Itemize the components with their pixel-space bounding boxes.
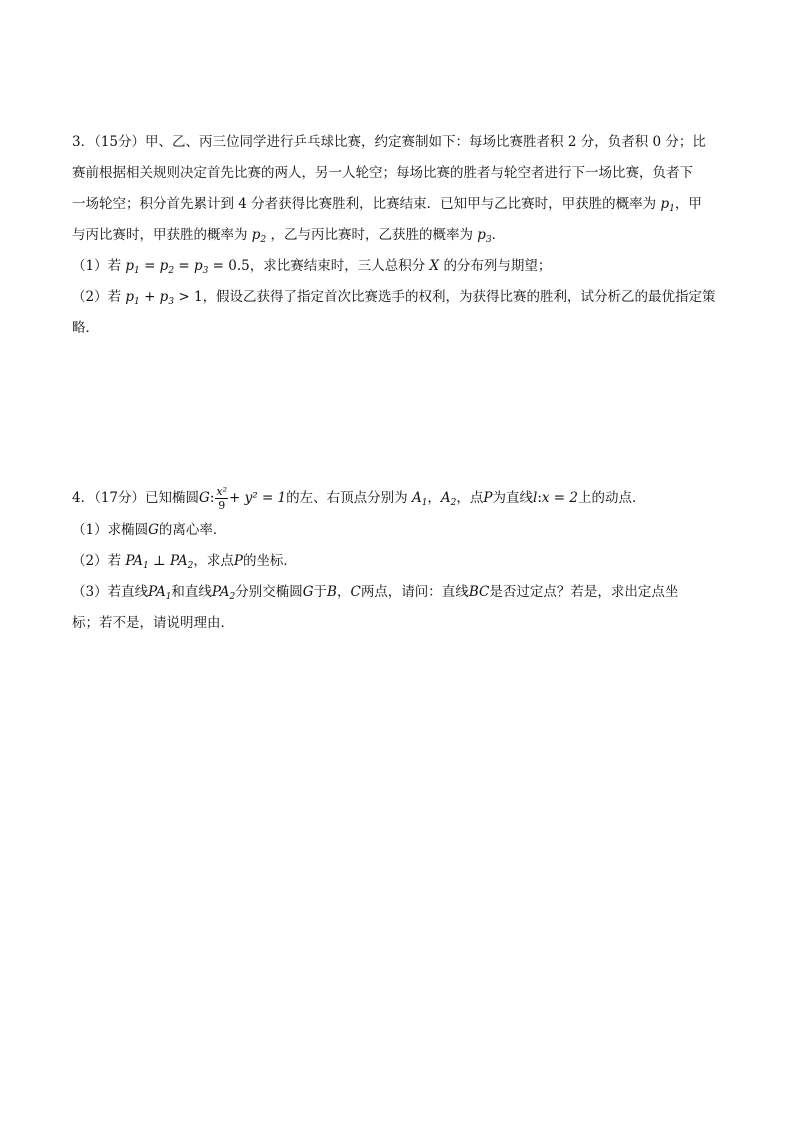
var-x: X bbox=[429, 258, 440, 274]
p4-q3-text-b: 和直线 bbox=[171, 584, 212, 600]
q1-text: ，求比赛结束时，三人总积分 bbox=[249, 258, 426, 274]
p4-q3-text-d: 于 bbox=[313, 584, 328, 600]
p4-q2-label: （2）若 bbox=[72, 553, 122, 569]
problem-3-text-4a: 与丙比赛时，甲获胜的概率为 bbox=[72, 227, 248, 243]
problem-4-question-1 bbox=[72, 515, 728, 546]
problem-3-text-1: 甲、乙、丙三位同学进行乒乓球比赛，约定赛制如下：每场比赛胜者积 2 分，负者积 0 分；比 bbox=[145, 134, 706, 150]
problem-3-line-2: 赛前根据相关规则决定首先比赛的两人，另一人轮空；每场比赛的胜者与轮空者进行下一场比赛，负者下 bbox=[72, 165, 693, 181]
problem-3-line-3 bbox=[72, 189, 728, 220]
p4-q3-c: C bbox=[350, 584, 361, 600]
p4-q1-tail: 的离心率． bbox=[158, 522, 227, 538]
var-p2: $p_2$ bbox=[251, 227, 267, 245]
q2-text: ，假设乙获得了指定首次比赛选手的权利，为获得比赛的胜利，试分析乙的最优指定策 bbox=[202, 289, 716, 305]
problem-4-intro-d: 为直线 bbox=[492, 490, 533, 506]
q2-label: （2）若 bbox=[72, 289, 122, 305]
q1-label: （1）若 bbox=[72, 258, 122, 274]
problem-3-question-2-tail: 略． bbox=[72, 320, 99, 336]
ellipse-fraction: $\frac{\text{x²}}{9}$ bbox=[216, 485, 228, 512]
problem-3-text-3b: ，甲 bbox=[674, 196, 702, 212]
p4-q3-pa2: $PA_2$ bbox=[211, 584, 236, 602]
problem-3-question-1 bbox=[72, 251, 728, 282]
p4-q3-pa1: $PA_1$ bbox=[148, 584, 172, 602]
p4-q3-b: B bbox=[327, 584, 337, 600]
ellipse-name: G bbox=[199, 490, 210, 506]
line-l: l bbox=[533, 490, 538, 506]
q1-condition: $p_1 = p_2 = p_3 = 0.5$ bbox=[125, 258, 250, 276]
var-a2: $A_2$ bbox=[440, 490, 457, 508]
problem-4-line-1: 4．（17分）已知椭圆G: $\frac{\text{x²}}{9}$ + y² = 1的左、右顶点分别为 $A_1$，$A_2$，点P为直线l:x = 2上的动点． bbox=[72, 485, 646, 512]
var-p3: $p_3$ bbox=[477, 227, 492, 245]
var-p1: $p_1$ bbox=[660, 196, 675, 214]
q2-condition: $p_1 + p_3 > 1$ bbox=[125, 289, 203, 307]
problem-4-intro-b: 的左、右顶点分别为 bbox=[286, 490, 408, 506]
ellipse-equation-tail: + y² = 1 bbox=[229, 490, 287, 506]
p4-q1-g: G bbox=[148, 522, 159, 538]
problem-3 bbox=[72, 127, 728, 344]
problem-3-line-4 bbox=[72, 220, 728, 251]
problem-3-text-3a: 一场轮空；积分首先累计到 4 分者获得比赛胜利，比赛结束．已知甲与乙比赛时，甲获胜的概率为 bbox=[72, 196, 657, 212]
problem-4-question-3 bbox=[72, 577, 728, 608]
point-p: P bbox=[483, 490, 493, 506]
p4-q1-label: （1）求椭圆 bbox=[72, 522, 149, 538]
problem-3-question-2 bbox=[72, 282, 728, 313]
p4-q3-text-h: 两点，请问：直线 bbox=[360, 584, 469, 600]
problem-4-question-2 bbox=[72, 546, 728, 577]
p4-q2-condition: $PA_1$ ⊥ $PA_2$ bbox=[125, 553, 194, 571]
p4-q3-comma: ， bbox=[336, 584, 351, 600]
p4-q3-text-j: 是否过定点？若是，求出定点坐 bbox=[489, 584, 679, 600]
p4-q2-p: P bbox=[233, 553, 243, 569]
p4-q3-bc: BC bbox=[468, 584, 490, 600]
problem-3-text-4b: ，乙与丙比赛时，乙获胜的概率为 bbox=[270, 227, 473, 243]
q1-tail: 的分布列与期望； bbox=[443, 258, 552, 274]
problem-3-text-4c: ． bbox=[491, 227, 506, 243]
p4-q2-text: ，求点 bbox=[193, 553, 234, 569]
p4-q3-text-c: 分别交椭圆 bbox=[235, 584, 303, 600]
var-a1: $A_1$ bbox=[411, 490, 428, 508]
line-equation: x = 2 bbox=[541, 490, 578, 506]
problem-4-number: 4． bbox=[72, 490, 95, 506]
p4-q3-label: （3）若直线 bbox=[72, 584, 149, 600]
problem-3-points: （15分） bbox=[94, 134, 146, 150]
problem-4-points: （17分） bbox=[94, 490, 146, 506]
problem-4-intro-c: ，点 bbox=[456, 490, 484, 506]
problem-4 bbox=[72, 481, 728, 639]
problem-4-question-3-tail: 标；若不是，请说明理由． bbox=[72, 615, 234, 631]
problem-3-number: 3． bbox=[72, 134, 95, 150]
problem-4-intro-e: 上的动点． bbox=[578, 490, 646, 506]
problem-3-line-1 bbox=[72, 127, 728, 158]
p4-q2-tail: 的坐标． bbox=[242, 553, 297, 569]
p4-q3-g: G bbox=[302, 584, 314, 600]
problem-4-intro-a: 已知椭圆 bbox=[145, 490, 200, 506]
